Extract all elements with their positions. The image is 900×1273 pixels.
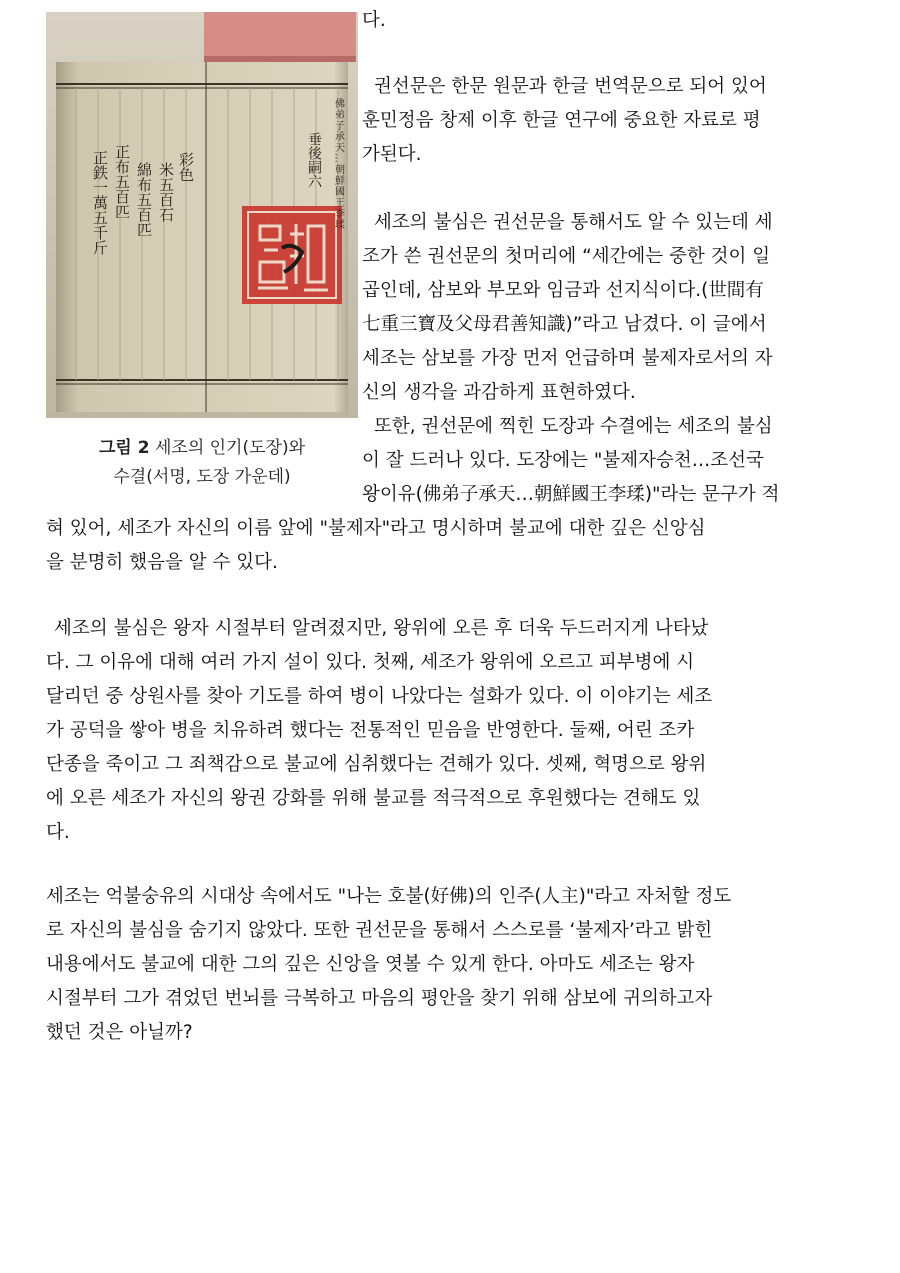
- text-line: 했던 것은 아닐까?: [46, 1022, 193, 1043]
- paragraph-3-right: [362, 410, 856, 512]
- figure-text-left-1: 彩色: [177, 152, 195, 182]
- text-line: 훈민정음 창제 이후 한글 연구에 중요한 자료로 평: [362, 110, 761, 131]
- text-line: 가된다.: [362, 144, 422, 165]
- figure-text-left-2: 米五百石: [157, 162, 175, 222]
- text-line: 시절부터 그가 겪었던 번뇌를 극복하고 마음의 평안을 찾기 위해 삼보에 귀의하고자: [46, 988, 713, 1009]
- text-line: 곱인데, 삼보와 부모와 임금과 선지식이다.(世間有: [362, 280, 764, 301]
- text-line: 이 잘 드러나 있다. 도장에는 "불제자승천…조선국: [362, 450, 764, 471]
- figure-label: 그림 2: [98, 438, 150, 458]
- text-line: 단종을 죽이고 그 죄책감으로 불교에 심취했다는 견해가 있다. 셋째, 혁명으로 왕위: [46, 754, 707, 775]
- text-line: 왕이유(佛弟子承天…朝鮮國王李瑈)"라는 문구가 적: [362, 484, 780, 505]
- text-line: 달리던 중 상원사를 찾아 기도를 하여 병이 나았다는 설화가 있다. 이 이야기는 세조: [46, 686, 713, 707]
- text-line: 을 분명히 했음을 알 수 있다.: [46, 552, 278, 573]
- text-line: 세조는 삼보를 가장 먼저 언급하며 불제자로서의 자: [362, 348, 773, 369]
- text-line: 다.: [46, 822, 70, 843]
- text-line: 세조의 불심은 왕자 시절부터 알려졌지만, 왕위에 오른 후 더욱 두드러지게 나타났: [54, 618, 709, 639]
- text-line: 다. 그 이유에 대해 여러 가지 설이 있다. 첫째, 세조가 왕위에 오르고 피부병에 시: [46, 652, 695, 673]
- figure-text-right-big: 垂後嗣六: [306, 132, 322, 188]
- text-line: 조가 쓴 권선문의 첫머리에 “세간에는 중한 것이 일: [362, 246, 771, 267]
- paragraph-4: [46, 612, 856, 850]
- paragraph-3-full: [46, 512, 856, 580]
- paragraph-continuation: [362, 4, 856, 38]
- royal-seal-icon: [242, 206, 342, 304]
- text-line: 七重三寶及父母君善知識)”라고 남겼다. 이 글에서: [362, 314, 767, 335]
- paragraph-5: [46, 880, 856, 1050]
- paragraph-2: [362, 206, 856, 410]
- figure-text-left-4: 正布五百匹: [113, 144, 131, 219]
- book-seal-illustration: [46, 12, 358, 418]
- figure-image: [46, 12, 358, 418]
- figure-text-left-5: 正鉄一萬五千斤: [91, 150, 109, 255]
- text-line: 또한, 권선문에 찍힌 도장과 수결에는 세조의 불심: [374, 416, 773, 437]
- text-line: 혀 있어, 세조가 자신의 이름 앞에 "불제자"라고 명시하며 불교에 대한 깊은 신앙심: [46, 518, 706, 539]
- figure-caption: [46, 434, 358, 492]
- figure-caption-line1: 세조의 인기(도장)와: [154, 438, 306, 458]
- text-line: 권선문은 한문 원문과 한글 번역문으로 되어 있어: [374, 76, 767, 97]
- figure-text-left-3: 綿布五百匹: [135, 162, 153, 237]
- paragraph-1: [362, 70, 856, 172]
- text-line: 세조는 억불숭유의 시대상 속에서도 "나는 호불(好佛)의 인주(人主)"라고 자처할 정도: [46, 886, 732, 907]
- text-line: 가 공덕을 쌓아 병을 치유하려 했다는 전통적인 믿음을 반영한다. 둘째, 어린 조카: [46, 720, 695, 741]
- figure-caption-line2: 수결(서명, 도장 가운데): [113, 467, 291, 487]
- text-line: 세조의 불심은 권선문을 통해서도 알 수 있는데 세: [374, 212, 773, 233]
- text-line: 로 자신의 불심을 숨기지 않았다. 또한 권선문을 통해서 스스로를 ‘불제자’라고 밝힌: [46, 920, 713, 941]
- text-line: 에 오른 세조가 자신의 왕권 강화를 위해 불교를 적극적으로 후원했다는 견해도 있: [46, 788, 701, 809]
- text-line: 신의 생각을 과감하게 표현하였다.: [362, 382, 636, 403]
- text-line: 다.: [362, 10, 386, 31]
- figure-text-right-small: 佛弟子承天…朝鮮國王李瑈: [332, 98, 344, 230]
- text-line: 내용에서도 불교에 대한 그의 깊은 신앙을 엿볼 수 있게 한다. 아마도 세조는 왕자: [46, 954, 695, 975]
